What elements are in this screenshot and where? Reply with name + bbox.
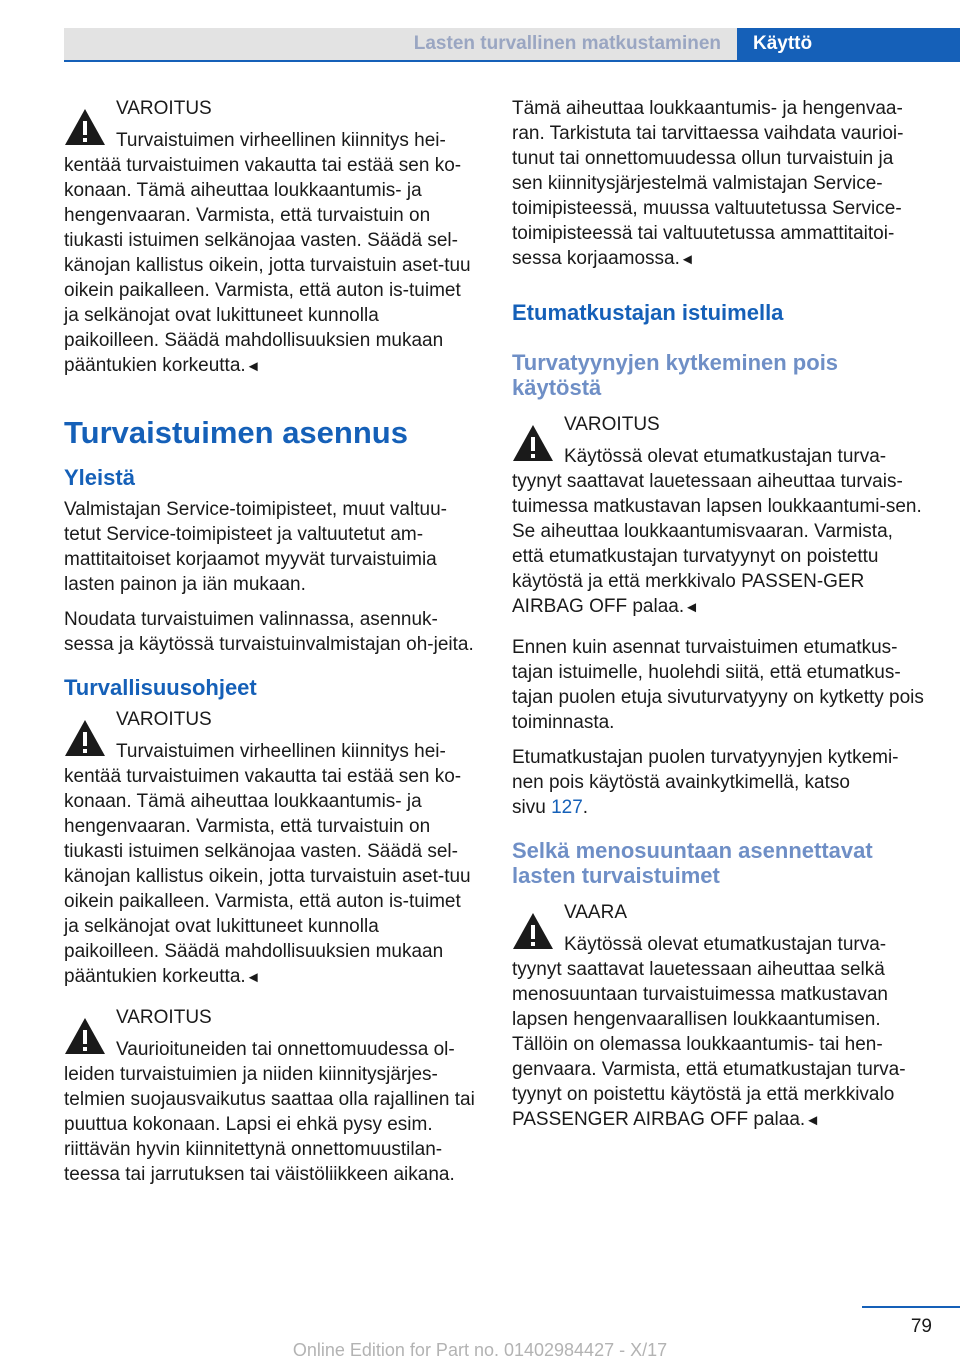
- warning-text: tyynyt saattavat lauetessaan aiheuttaa turvais-tuimessa matkustavan lapsen loukkaantumi-sen. Se aiheuttaa loukkaantumisvaaran. Varmista, että etumatkustajan turvatyynyt on poistettu käytöstä ja että merkkivalo PASSEN-GER AIRBAG OFF palaa.◄: [512, 471, 922, 617]
- warning-first-line: Turvaistuimen virheellinen kiinnitys hei-: [116, 130, 446, 151]
- warning-first-line: Vaurioituneiden tai onnettomuudessa ol-: [116, 1039, 455, 1060]
- warning-label: VAROITUS: [116, 1007, 212, 1028]
- header-chapter-tab: Käyttö: [737, 28, 960, 60]
- warning-triangle-icon: [64, 108, 106, 146]
- subheading-rear-facing: Selkä menosuuntaan asennettavat lasten turvaistuimet: [512, 838, 873, 888]
- page-number: 79: [910, 1316, 932, 1337]
- warning-text: kentää turvaistuimen vakautta tai estää sen ko-konaan. Tämä aiheuttaa loukkaantumis- ja hengenvaaran. Varmista, että turvaistuin on tiukasti istuimen selkänojaa vasten. Säädä sel-känojan kallistus oikein, jotta turvaistuin aset-tuu oikein paikalleen. Varmista, että auton is-tuimet ja selkänojat ovat lukittuneet kunnolla paikoilleen. Säädä mahdollisuuksien mukaan pääntukien korkeutta.◄: [64, 766, 471, 987]
- end-mark: ◄: [805, 1112, 821, 1129]
- end-mark: ◄: [245, 358, 261, 375]
- warning-text: kentää turvaistuimen vakautta tai estää sen ko-konaan. Tämä aiheuttaa loukkaantumis- ja hengenvaaran. Varmista, että turvaistuin on tiukasti istuimen selkänojaa vasten. Säädä sel-känojan kallistus oikein, jotta turvaistuin aset-tuu oikein paikalleen. Varmista, että auton is-tuimet ja selkänojat ovat lukittuneet kunnolla paikoilleen. Säädä mahdollisuuksien mukaan pääntukien korkeutta.◄: [64, 155, 471, 376]
- warning-first-line: Käytössä olevat etumatkustajan turva-: [564, 934, 887, 955]
- subheading-front-seat: Etumatkustajan istuimella: [512, 300, 784, 325]
- warning-text: leiden turvaistuimien ja niiden kiinnitysjärjes-telmien suojausvaikutus saattaa olla rajallinen tai puuttua kokonaan. Lapsi ei ehkä pysy esim. riittävän hyvin kiinnitettynä onnettomuustilan-teessa tai jarrutuksen tai väistöliikkeen aikana.: [64, 1064, 475, 1185]
- warning-label: VAROITUS: [116, 98, 212, 119]
- warning-first-line: Käytössä olevat etumatkustajan turva-: [564, 446, 887, 467]
- warning-block: [512, 412, 926, 620]
- paragraph: Etumatkustajan puolen turvatyynyjen kytkemi-nen pois käytöstä avainkytkimellä, katso sivu 127.: [512, 747, 899, 818]
- paragraph: Valmistajan Service-toimipisteet, muut valtuu-tetut Service-toimipisteet ja valtuutetut am-mattitaitoiset korjaamot myyvät turvaistuimia lasten painon ja iän mukaan.: [64, 499, 447, 595]
- left-column: [64, 96, 478, 1202]
- warning-label: VAROITUS: [116, 709, 212, 730]
- warning-triangle-icon: [64, 1017, 106, 1055]
- warning-triangle-icon: [64, 719, 106, 757]
- end-mark: ◄: [245, 969, 261, 986]
- warning-first-line: Turvaistuimen virheellinen kiinnitys hei-: [116, 741, 446, 762]
- subheading-safety: Turvallisuusohjeet: [64, 675, 257, 700]
- subheading-airbag-off: Turvatyynyjen kytkeminen pois käytöstä: [512, 350, 839, 400]
- warning-triangle-icon: [512, 912, 554, 950]
- warning-triangle-icon: [512, 424, 554, 462]
- right-column: [512, 96, 926, 1148]
- warning-text: tyynyt saattavat lauetessaan aiheuttaa selkä menosuuntaan turvaistuimessa matkustavan lapsen hengenvaarallisen loukkaantumisen. Tällöin on olemassa loukkaantumis- tai hen-genvaara. Varmista, että etumatkustajan turva-tyynyt on poistettu käytöstä ja että merkkivalo PASSENGER AIRBAG OFF palaa.◄: [512, 959, 906, 1130]
- header-section-title: Lasten turvallinen matkustaminen: [64, 28, 737, 60]
- paragraph: Tämä aiheuttaa loukkaantumis- ja hengenvaa-ran. Tarkistuta tai tarvittaessa vaihdata vaurioi-tunut tai onnettomuudessa ollun turvaistuin ja sen kiinnitysjärjestelmä valmistajan Service-toimipisteessä, muussa valtuutetussa Service-toimipisteessä tai valtuutetussa ammattitaitoi-sessa korjaamossa.◄: [512, 98, 904, 269]
- paragraph: Ennen kuin asennat turvaistuimen etumatkus-tajan istuimelle, huolehdi siitä, että etumatkus-tajan puolen etuja sivuturvatyyny on kytketty pois toiminnasta.: [512, 637, 924, 733]
- end-mark: ◄: [679, 251, 695, 268]
- header-rule: [64, 60, 960, 62]
- section-heading: Turvaistuimen asennus: [64, 415, 408, 450]
- footer-edition-text: Online Edition for Part no. 01402984427 - X/17: [292, 1340, 668, 1360]
- warning-label: VAROITUS: [564, 414, 660, 435]
- paragraph: Noudata turvaistuimen valinnassa, asennuk-sessa ja käytössä turvaistuinvalmistajan oh-jeita.: [64, 609, 474, 655]
- danger-label: VAARA: [564, 902, 628, 923]
- end-mark: ◄: [684, 599, 699, 616]
- page-number-rule: [862, 1306, 960, 1308]
- warning-block: [64, 707, 478, 990]
- warning-block: [64, 96, 478, 379]
- page-reference-link[interactable]: 127: [551, 797, 583, 818]
- warning-block: [64, 1005, 478, 1187]
- danger-block: [512, 900, 926, 1133]
- subheading-general: Yleistä: [64, 465, 135, 490]
